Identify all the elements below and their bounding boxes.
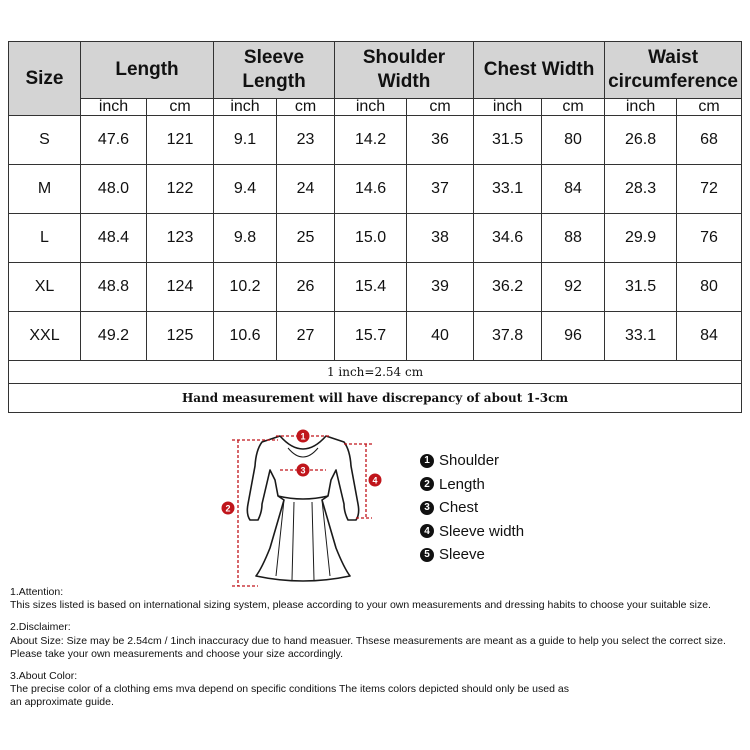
table-cell: 123 — [147, 214, 214, 263]
table-cell: 9.4 — [214, 165, 277, 214]
table-cell: 9.8 — [214, 214, 277, 263]
table-cell: 88 — [542, 214, 605, 263]
note-line: This sizes listed is based on international sizing system, please according to your own measurements and dressing habits to choose your suitable size. — [10, 599, 711, 612]
size-label: XL — [9, 263, 81, 312]
conversion-row — [9, 361, 742, 384]
table-cell: 33.1 — [474, 165, 542, 214]
discrepancy-row — [9, 384, 742, 413]
conversion-note: 1 inch=2.54 cm — [9, 361, 742, 384]
unit-cell: inch — [474, 99, 542, 116]
table-cell: 27 — [277, 312, 335, 361]
number-3-icon: 3 — [420, 501, 434, 515]
table-cell: 48.4 — [81, 214, 147, 263]
table-cell: 15.0 — [335, 214, 407, 263]
table-cell: 76 — [677, 214, 742, 263]
table-row — [9, 165, 742, 214]
marker-4-label: 4 — [372, 475, 378, 486]
table-cell: 31.5 — [605, 263, 677, 312]
unit-cell: cm — [277, 99, 335, 116]
header-shoulder-width: Shoulder Width — [335, 42, 474, 99]
header-sleeve-length: Sleeve Length — [214, 42, 335, 99]
legend-label: Length — [439, 475, 485, 493]
header-chest-width: Chest Width — [474, 42, 605, 99]
unit-cell: cm — [147, 99, 214, 116]
marker-3 — [297, 464, 310, 477]
table-cell: 14.6 — [335, 165, 407, 214]
table-cell: 9.1 — [214, 116, 277, 165]
note-disclaimer — [10, 621, 745, 661]
marker-2-label: 2 — [225, 503, 231, 514]
table-cell: 23 — [277, 116, 335, 165]
table-cell: 80 — [542, 116, 605, 165]
table-cell: 47.6 — [81, 116, 147, 165]
header-waist-circumference: Waist circumference — [605, 42, 742, 99]
unit-cell: inch — [214, 99, 277, 116]
note-title: 2.Disclaimer: — [10, 621, 71, 634]
legend-label: Chest — [439, 499, 479, 516]
legend-label: Shoulder — [439, 452, 500, 469]
table-cell: 28.3 — [605, 165, 677, 214]
table-row — [9, 116, 742, 165]
note-title: 1.Attention: — [10, 586, 64, 598]
note-title: 3.About Color: — [10, 670, 78, 683]
table-cell: 39 — [407, 263, 474, 312]
header-length: Length — [81, 42, 214, 99]
table-cell: 80 — [677, 263, 742, 312]
dress-outline — [247, 436, 358, 581]
table-cell: 48.8 — [81, 263, 147, 312]
legend-item-sleeve-width — [420, 520, 524, 544]
marker-1-label: 1 — [300, 431, 306, 442]
legend-item-length — [420, 473, 524, 497]
table-cell: 26 — [277, 263, 335, 312]
table-cell: 96 — [542, 312, 605, 361]
unit-cell: cm — [407, 99, 474, 116]
legend-label: Sleeve — [439, 546, 485, 563]
legend-item-chest — [420, 496, 524, 520]
table-cell: 37 — [407, 165, 474, 214]
table-cell: 24 — [277, 165, 335, 214]
size-label: S — [9, 116, 81, 165]
header-size: Size — [9, 42, 81, 116]
measurement-legend — [420, 449, 524, 567]
table-cell: 10.2 — [214, 263, 277, 312]
table-cell: 68 — [677, 116, 742, 165]
marker-2 — [222, 502, 235, 515]
unit-cell: inch — [81, 99, 147, 116]
unit-cell: cm — [677, 99, 742, 116]
table-cell: 122 — [147, 165, 214, 214]
table-row — [9, 214, 742, 263]
table-cell: 15.4 — [335, 263, 407, 312]
legend-label: Sleeve width — [439, 522, 525, 540]
notes-section — [10, 586, 745, 719]
note-line: Please take your own measurements and choose your size accordingly. — [10, 647, 344, 660]
legend-item-shoulder — [420, 449, 524, 473]
table-cell: 31.5 — [474, 116, 542, 165]
unit-cell: inch — [605, 99, 677, 116]
measurement-lines — [232, 436, 372, 586]
header-row — [9, 42, 742, 99]
table-row — [9, 263, 742, 312]
table-cell: 29.9 — [605, 214, 677, 263]
table-cell: 121 — [147, 116, 214, 165]
table-cell: 34.6 — [474, 214, 542, 263]
note-line: The precise color of a clothing ems mva depend on specific conditions The items colors depicted should only be used as — [10, 683, 569, 696]
note-line: About Size: Size may be 2.54cm / 1inch inaccuracy due to hand measuer. Thsese measurements are meant as a guide to help you select the correct size. — [10, 634, 726, 647]
table-cell: 36 — [407, 116, 474, 165]
number-2-icon: 2 — [420, 477, 434, 491]
table-cell: 40 — [407, 312, 474, 361]
table-cell: 84 — [677, 312, 742, 361]
table-cell: 36.2 — [474, 263, 542, 312]
dress-measurement-diagram — [218, 418, 388, 590]
table-cell: 124 — [147, 263, 214, 312]
table-cell: 14.2 — [335, 116, 407, 165]
number-4-icon: 4 — [420, 524, 434, 538]
unit-cell: inch — [335, 99, 407, 116]
marker-1 — [297, 430, 310, 443]
size-label: L — [9, 214, 81, 263]
marker-4 — [369, 474, 382, 487]
note-color — [10, 670, 745, 710]
number-1-icon: 1 — [420, 454, 434, 468]
table-cell: 92 — [542, 263, 605, 312]
size-label: M — [9, 165, 81, 214]
units-row — [9, 99, 742, 116]
table-cell: 37.8 — [474, 312, 542, 361]
number-5-icon: 5 — [420, 548, 434, 562]
size-chart-table — [8, 41, 742, 413]
marker-3-label: 3 — [300, 465, 306, 476]
note-line: an approximate guide. — [10, 696, 114, 709]
table-cell: 38 — [407, 214, 474, 263]
table-cell: 84 — [542, 165, 605, 214]
table-cell: 49.2 — [81, 312, 147, 361]
unit-cell: cm — [542, 99, 605, 116]
table-cell: 10.6 — [214, 312, 277, 361]
note-attention — [10, 586, 745, 612]
table-cell: 48.0 — [81, 165, 147, 214]
legend-item-sleeve — [420, 543, 524, 567]
table-cell: 26.8 — [605, 116, 677, 165]
table-cell: 33.1 — [605, 312, 677, 361]
table-cell: 15.7 — [335, 312, 407, 361]
discrepancy-note: Hand measurement will have discrepancy of about 1-3cm — [9, 384, 742, 413]
table-cell: 125 — [147, 312, 214, 361]
table-cell: 72 — [677, 165, 742, 214]
table-row — [9, 312, 742, 361]
table-cell: 25 — [277, 214, 335, 263]
size-label: XXL — [9, 312, 81, 361]
